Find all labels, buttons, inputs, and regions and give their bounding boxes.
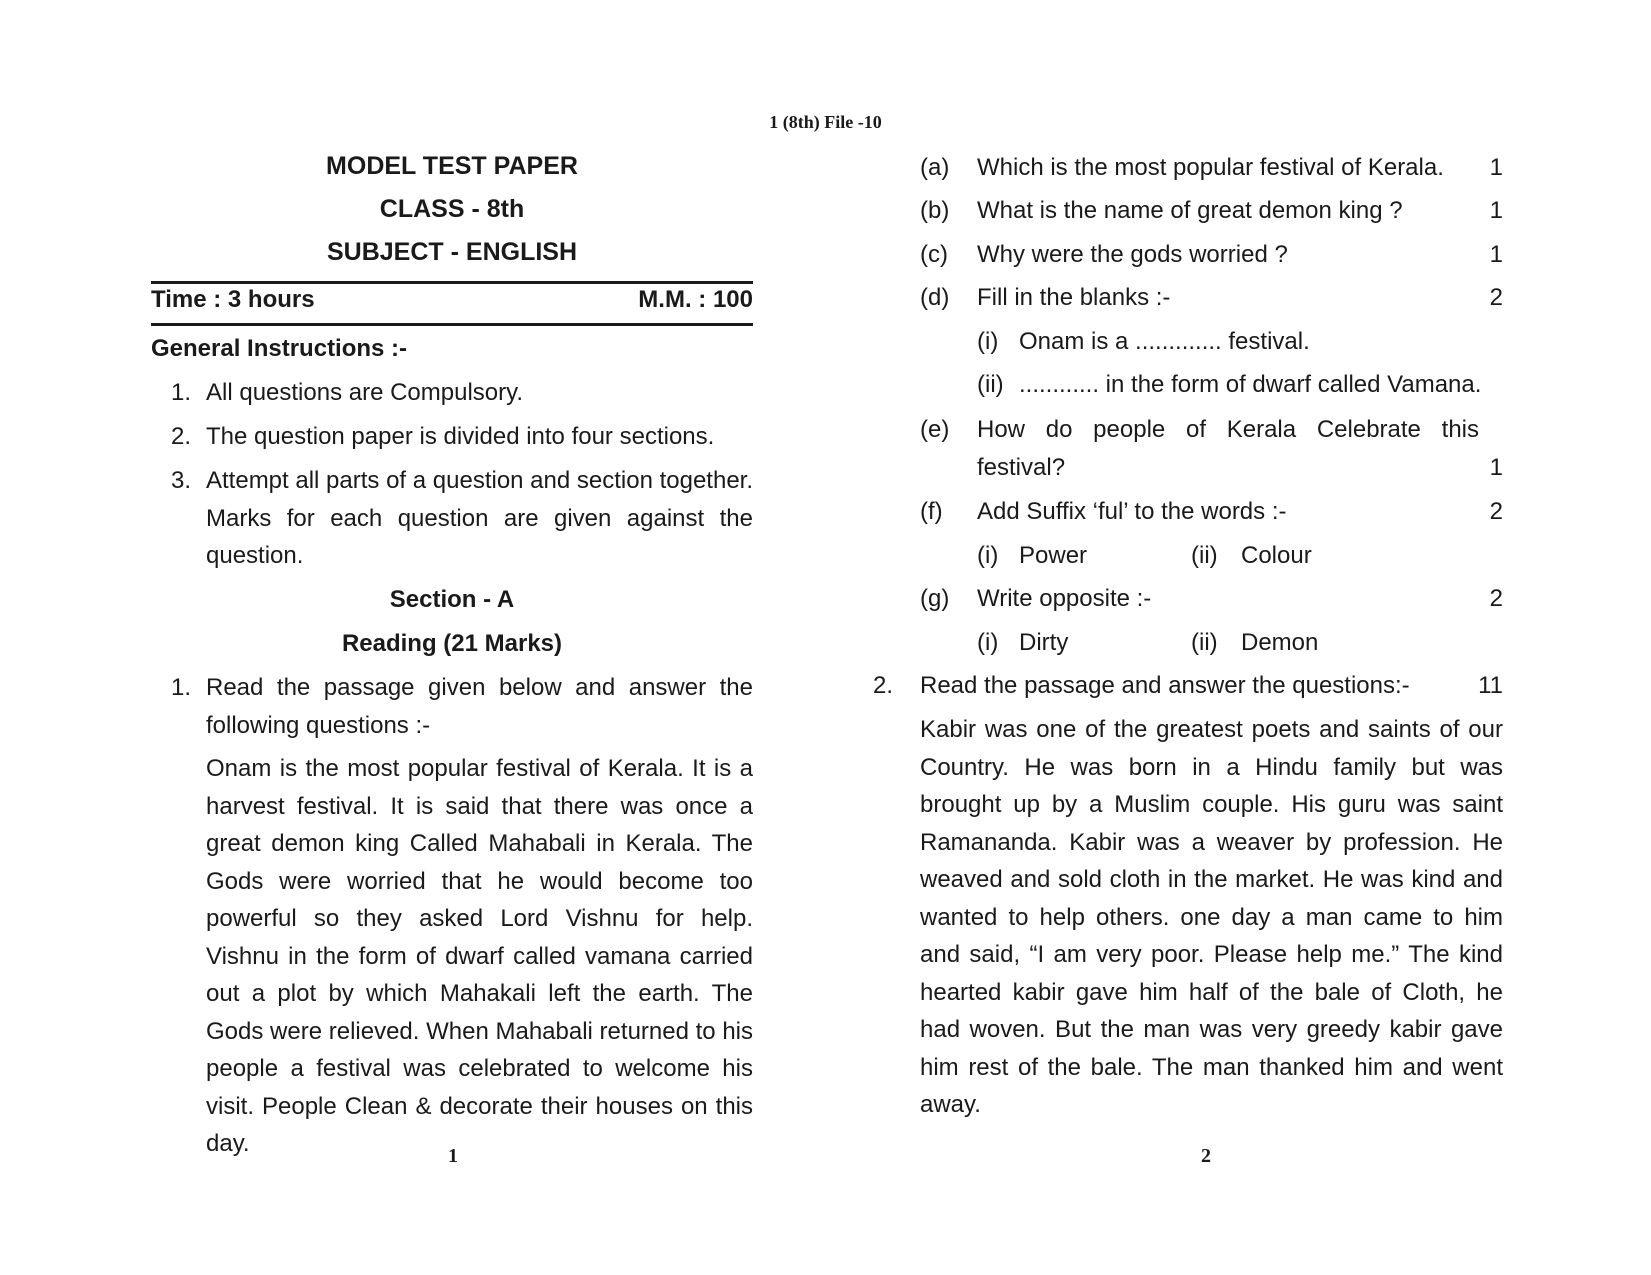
question-text: What is the name of great demon king ? [977, 197, 1403, 224]
question-text: Which is the most popular festival of Kerala. [977, 154, 1444, 181]
question-number: 2. [873, 672, 894, 699]
subject-title: SUBJECT - ENGLISH [326, 238, 578, 266]
instruction-number: 1. [171, 379, 192, 406]
question-text: Read the passage given below and answer the following questions :- [206, 674, 753, 739]
reading-heading: Reading (21 Marks) [341, 630, 563, 657]
paper-title: MODEL TEST PAPER [326, 152, 578, 180]
question-text: Fill in the blanks :- [977, 284, 1171, 311]
instruction-item [171, 462, 753, 575]
instruction-text: Attempt all parts of a question and section together. Marks for each question are given against the question. [206, 467, 754, 569]
question-label: (a) [920, 154, 950, 181]
time-allowed: Time : 3 hours [151, 286, 315, 313]
file-label: 1 (8th) File -10 [769, 112, 882, 132]
sub-text: Onam is a ............. festival. [1019, 328, 1310, 355]
sub-label: (ii) [1191, 629, 1218, 656]
question-text: Write opposite :- [977, 585, 1152, 612]
bottom-rule [151, 323, 753, 326]
time-marks-row [151, 286, 753, 314]
passage-1: Onam is the most popular festival of Kerala. It is a harvest festival. It is said that there was once a great demon king Called Mahabali in Kerala. The Gods were worried that he would become too powerful so they asked Lord Vishnu for help. Vishnu in the form of dwarf called vamana carried out a plot by which Mahakali left the earth. The Gods were relieved. When Mahabali returned to his people a festival was celebrated to welcome his visit. People Clean & decorate their houses on this day. [206, 755, 753, 1157]
question-row [920, 149, 1503, 187]
page-number: 2 [1201, 1145, 1211, 1167]
top-rule [151, 281, 753, 284]
instruction-item [171, 374, 753, 412]
opposite-word: Demon [1241, 629, 1319, 656]
question-marks: 1 [1489, 154, 1503, 181]
sub-label: (i) [977, 629, 999, 656]
question-row [920, 411, 1503, 486]
instruction-number: 3. [171, 467, 192, 494]
instruction-text: The question paper is divided into four sections. [206, 423, 715, 450]
question-row [920, 580, 1503, 618]
question-text: Read the passage and answer the questions:- [920, 672, 1410, 699]
question-label: (g) [920, 585, 950, 612]
instructions-heading: General Instructions :- [151, 335, 408, 362]
question-text: How do people of Kerala Celebrate this festival? [977, 416, 1479, 481]
instruction-item [171, 418, 753, 456]
question-label: (d) [920, 284, 950, 311]
passage-2: Kabir was one of the greatest poets and saints of our Country. He was born in a Hindu family but was brought up by a Muslim couple. His guru was saint Ramananda. Kabir was a weaver by profession. He weaved and sold cloth in the market. He was kind and wanted to help others. one day a man came to him and said, “I am very poor. Please help me.” The kind hearted kabir gave him half of the bale of Cloth, he had woven. But the man was very greedy kabir gave him rest of the bale. The man thanked him and went away. [920, 716, 1503, 1118]
question-text: Add Suffix ‘ful’ to the words :- [977, 498, 1287, 525]
question-label: (e) [920, 416, 950, 443]
section-heading: Section - A [389, 586, 515, 613]
max-marks: M.M. : 100 [638, 286, 753, 313]
question-1 [171, 669, 753, 744]
question-marks: 1 [1489, 241, 1503, 268]
instruction-text: All questions are Compulsory. [206, 379, 524, 406]
question-marks: 2 [1489, 498, 1503, 525]
fill-blank-item [977, 366, 1503, 404]
question-marks: 2 [1489, 585, 1503, 612]
page-number: 1 [448, 1145, 458, 1167]
question-label: (f) [920, 498, 943, 525]
question-text: Why were the gods worried ? [977, 241, 1288, 268]
question-label: (b) [920, 197, 950, 224]
question-marks: 11 [1478, 672, 1503, 699]
class-title: CLASS - 8th [379, 195, 525, 223]
question-number: 1. [171, 674, 192, 701]
suffix-word: Colour [1241, 542, 1312, 569]
question-marks: 1 [1489, 197, 1503, 224]
question-row [920, 493, 1503, 531]
fill-blank-item [977, 323, 1503, 361]
sub-label: (ii) [1191, 542, 1218, 569]
sub-label: (i) [977, 328, 999, 355]
question-row [920, 279, 1503, 317]
question-row [920, 192, 1503, 230]
sub-label: (ii) [977, 371, 1004, 398]
sub-label: (i) [977, 542, 999, 569]
question-label: (c) [920, 241, 948, 268]
question-marks: 2 [1489, 284, 1503, 311]
question-2 [873, 667, 1503, 705]
question-row [920, 236, 1503, 274]
opposite-word: Dirty [1019, 629, 1069, 656]
question-marks: 1 [1489, 453, 1503, 481]
instruction-number: 2. [171, 423, 192, 450]
sub-text: ............ in the form of dwarf called Vamana. [1019, 371, 1482, 398]
suffix-word: Power [1019, 542, 1088, 569]
